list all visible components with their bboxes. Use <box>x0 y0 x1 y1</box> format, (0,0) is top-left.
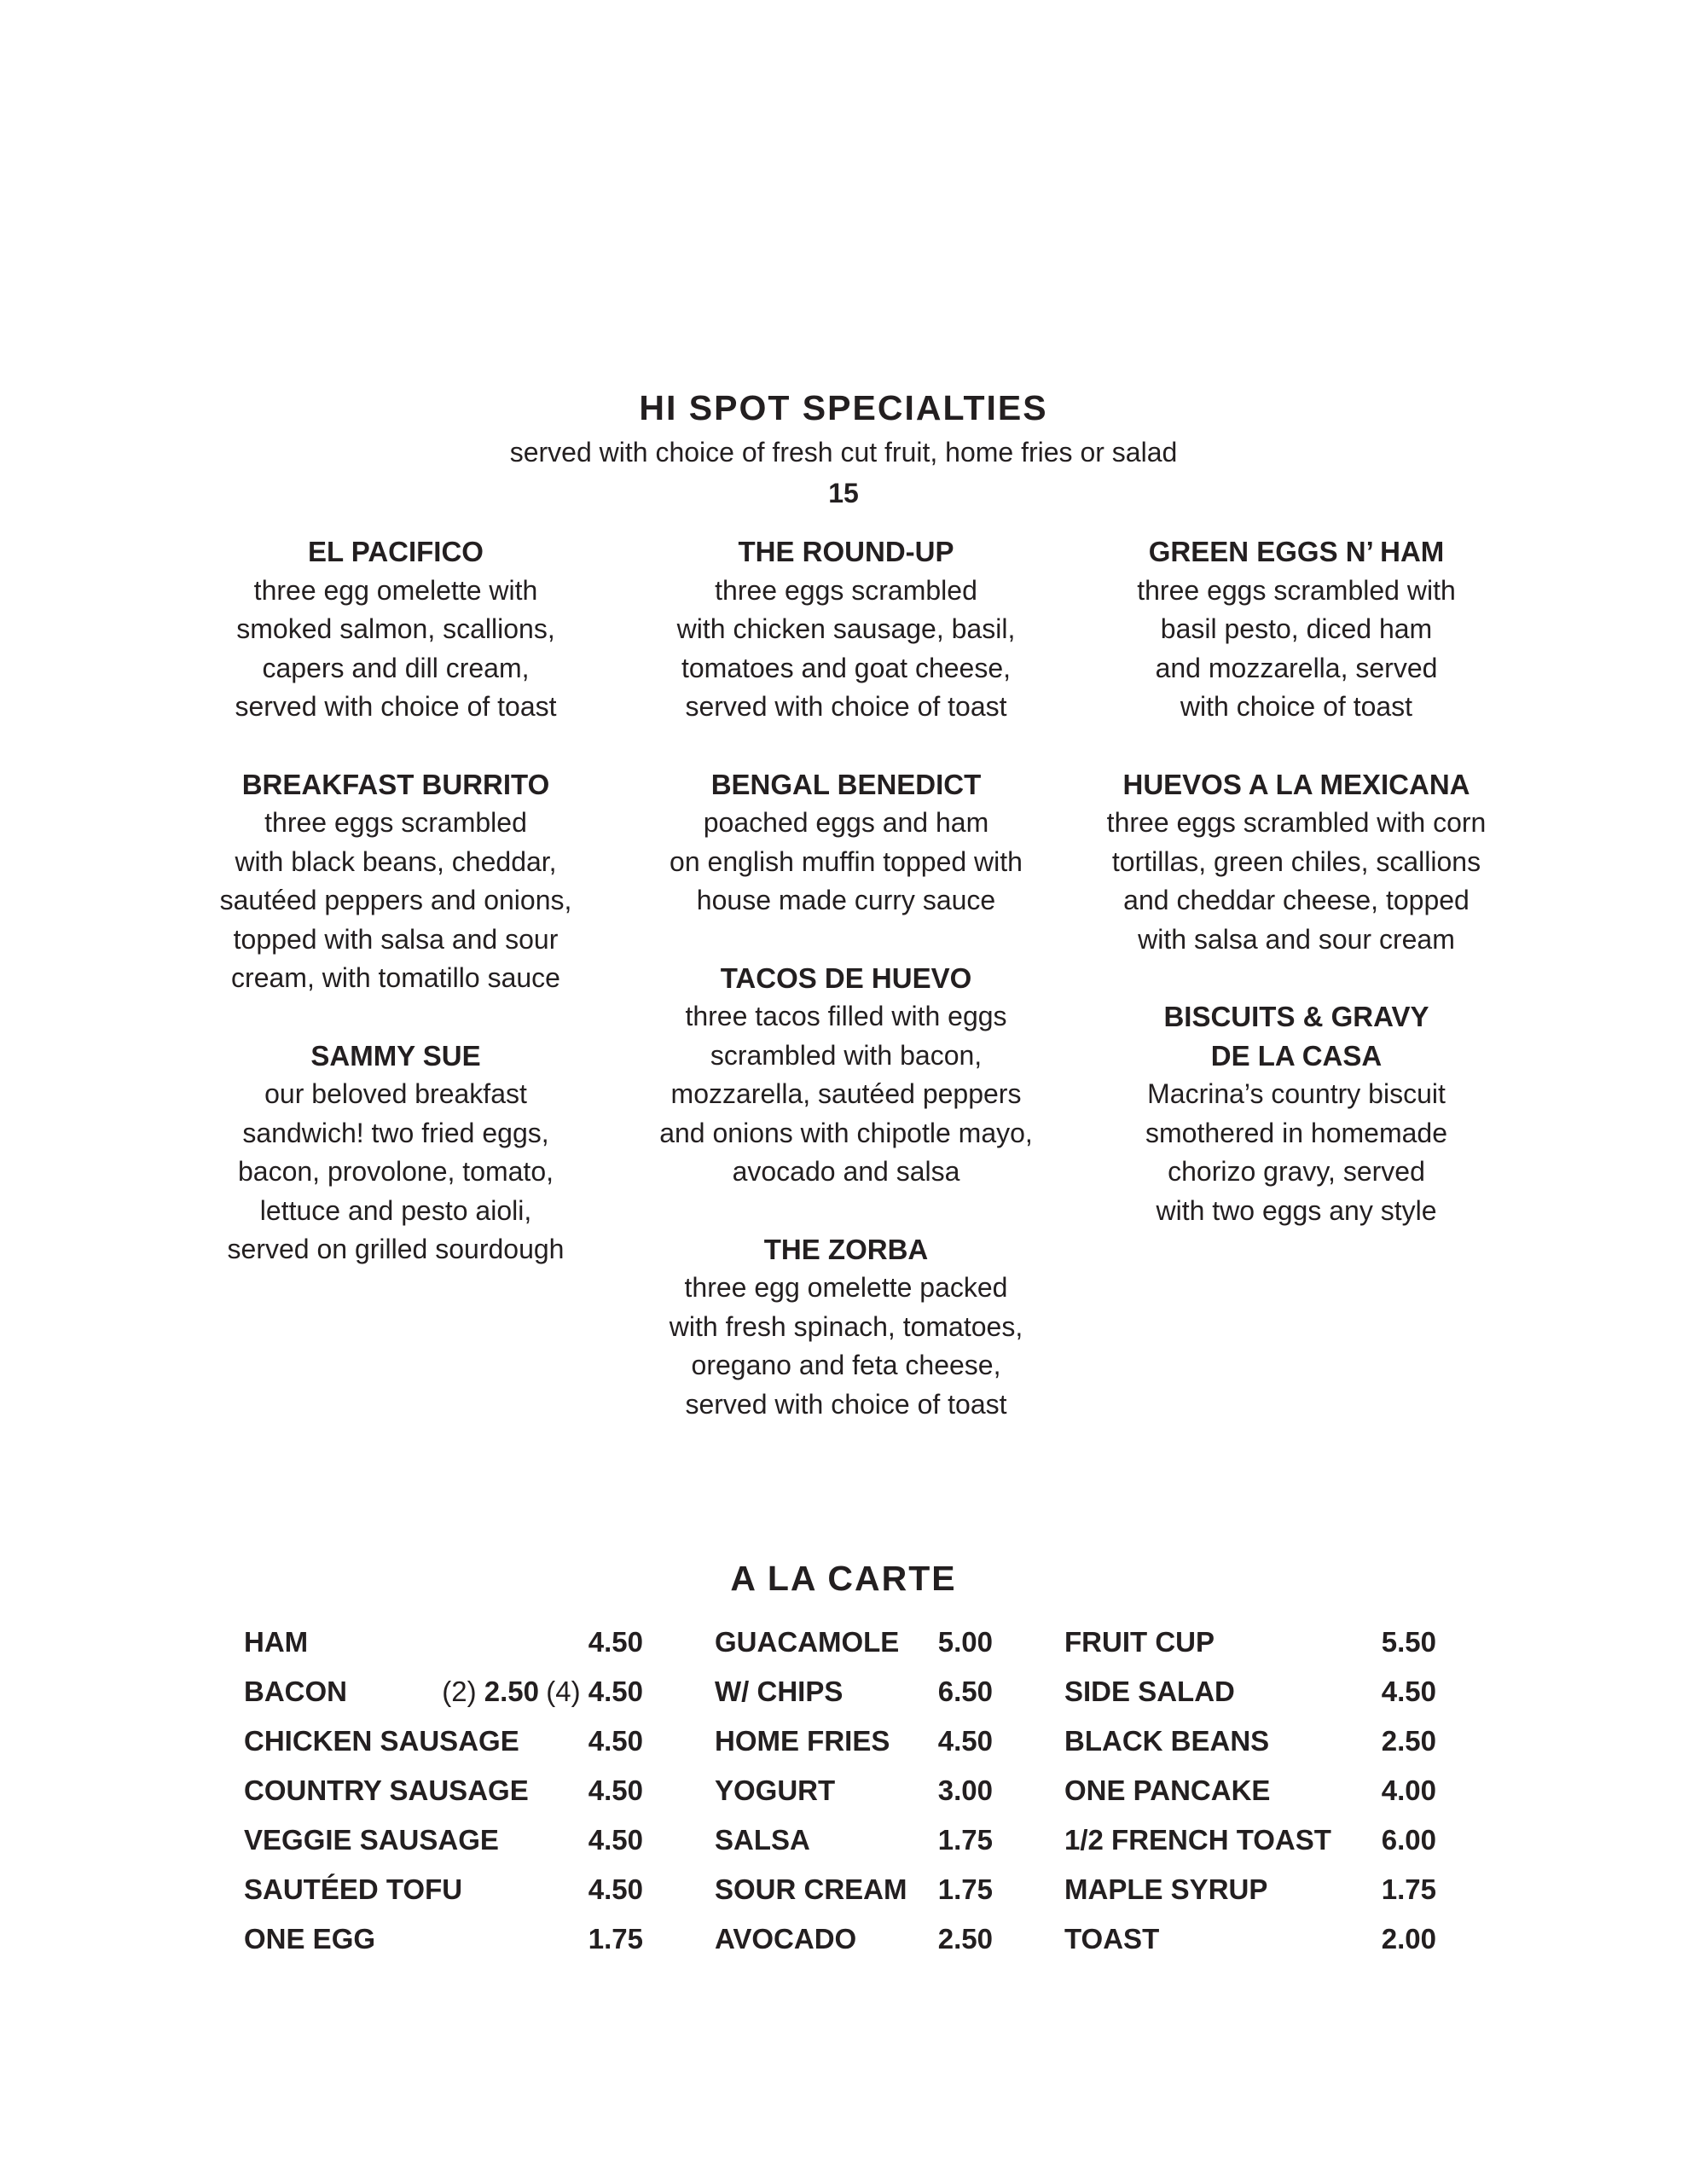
item-name: TOAST <box>1064 1923 1160 1955</box>
item-price: 4.50 <box>1381 1676 1436 1707</box>
list-item <box>715 1914 993 1964</box>
dish-huevos-a-la-mexicana <box>1058 765 1535 960</box>
dish-biscuits-and-gravy <box>1058 997 1535 1230</box>
item-price: 6.50 <box>937 1676 993 1707</box>
item-price: 2.00 <box>1381 1923 1436 1955</box>
item-price: 4.50 <box>588 1725 643 1757</box>
item-name: YOGURT <box>715 1774 836 1806</box>
list-item <box>1064 1914 1436 1964</box>
a-la-carte-column-1 <box>244 1618 643 1964</box>
item-name: COUNTRY SAUSAGE <box>244 1774 529 1806</box>
dish-description: Macrina’s country biscuit smothered in homemade chorizo gravy, served with two eggs any style <box>1145 1078 1447 1226</box>
list-item-bacon <box>244 1667 643 1716</box>
item-price: 4.50 <box>588 1873 643 1905</box>
item-name: SIDE SALAD <box>1064 1676 1235 1707</box>
list-item <box>1064 1865 1436 1914</box>
specialties-subtitle: served with choice of fresh cut fruit, home fries or salad <box>509 437 1178 468</box>
list-item <box>1064 1766 1436 1815</box>
dish-description: three eggs scrambled with corn tortillas, green chiles, scallions and cheddar cheese, topped with salsa and sour cream <box>1106 807 1487 955</box>
list-item <box>244 1815 643 1865</box>
item-price-large <box>546 1667 643 1716</box>
dish-description: three eggs scrambled with chicken sausage, basil, tomatoes and goat cheese, served with choice of toast <box>676 574 1016 722</box>
list-item <box>1064 1716 1436 1766</box>
item-price: 3.00 <box>937 1774 993 1806</box>
item-quantity: (4) <box>546 1676 581 1707</box>
list-item <box>244 1716 643 1766</box>
dish-description: poached eggs and ham on english muffin topped with house made curry sauce <box>670 807 1023 915</box>
dish-green-eggs-n-ham <box>1058 532 1535 727</box>
item-name: ONE PANCAKE <box>1064 1774 1271 1806</box>
item-name: HAM <box>244 1626 309 1658</box>
dish-tacos-de-huevo <box>607 959 1085 1192</box>
item-name: GUACAMOLE <box>715 1626 900 1658</box>
item-price: 4.50 <box>588 1824 643 1856</box>
list-item <box>715 1815 993 1865</box>
dish-description: three eggs scrambled with basil pesto, diced ham and mozzarella, served with choice of toast <box>1137 574 1456 722</box>
dish-name: SAMMY SUE <box>310 1039 481 1072</box>
list-item <box>244 1618 643 1667</box>
list-item <box>715 1716 993 1766</box>
list-item <box>1064 1815 1436 1865</box>
item-price: 1.75 <box>937 1824 993 1856</box>
dish-description: three eggs scrambled with black beans, cheddar, sautéed peppers and onions, topped with salsa and sour cream, with tomatillo sauce <box>219 807 572 993</box>
list-item <box>244 1865 643 1914</box>
list-item <box>715 1618 993 1667</box>
item-name: MAPLE SYRUP <box>1064 1873 1268 1905</box>
dish-sammy-sue <box>157 1037 635 1269</box>
item-price-small <box>442 1667 539 1716</box>
list-item <box>715 1667 993 1716</box>
item-price: 4.50 <box>588 1774 643 1806</box>
item-name: CHICKEN SAUSAGE <box>244 1725 519 1757</box>
dish-name: THE ROUND-UP <box>738 536 954 567</box>
item-name: BACON <box>244 1676 347 1707</box>
item-name: W/ CHIPS <box>715 1676 844 1707</box>
list-item <box>715 1766 993 1815</box>
item-price: 4.50 <box>588 1626 643 1658</box>
item-price: 2.50 <box>937 1923 993 1955</box>
dish-name: BISCUITS & GRAVY DE LA CASA <box>1163 1001 1429 1072</box>
item-quantity: (2) <box>442 1676 477 1707</box>
specialties-title: HI SPOT SPECIALTIES <box>639 388 1048 427</box>
item-price: 5.00 <box>937 1626 993 1658</box>
dish-bengal-benedict <box>607 765 1085 921</box>
item-name: VEGGIE SAUSAGE <box>244 1824 499 1856</box>
item-name: ONE EGG <box>244 1923 376 1955</box>
item-price: 1.75 <box>1381 1873 1436 1905</box>
dish-the-round-up <box>607 532 1085 727</box>
item-price: 1.75 <box>937 1873 993 1905</box>
dish-description: three egg omelette with smoked salmon, scallions, capers and dill cream, served with choice of toast <box>235 574 557 722</box>
dish-name: BREAKFAST BURRITO <box>241 768 550 800</box>
item-name: HOME FRIES <box>715 1725 890 1757</box>
item-name: AVOCADO <box>715 1923 857 1955</box>
item-name: SALSA <box>715 1824 810 1856</box>
dish-the-zorba <box>607 1230 1085 1425</box>
dish-description: three egg omelette packed with fresh spinach, tomatoes, oregano and feta cheese, served with choice of toast <box>669 1272 1023 1420</box>
item-price: 4.50 <box>588 1676 643 1707</box>
specialties-column-2 <box>607 532 1085 1462</box>
a-la-carte-column-3 <box>1064 1618 1436 1964</box>
list-item <box>1064 1618 1436 1667</box>
item-price: 6.00 <box>1381 1824 1436 1856</box>
item-price: 5.50 <box>1381 1626 1436 1658</box>
item-price: 4.00 <box>1381 1774 1436 1806</box>
dish-description: our beloved breakfast sandwich! two fried eggs, bacon, provolone, tomato, lettuce and pesto aioli, served on grilled sourdough <box>227 1078 565 1264</box>
dish-name: TACOS DE HUEVO <box>720 961 972 994</box>
dish-name: BENGAL BENEDICT <box>710 768 982 800</box>
item-price: 2.50 <box>1381 1725 1436 1757</box>
dish-description: three tacos filled with eggs scrambled with bacon, mozzarella, sautéed peppers and onions with chipotle mayo, avocado and salsa <box>659 1001 1033 1187</box>
item-name: BLACK BEANS <box>1064 1725 1270 1757</box>
item-name: SAUTÉED TOFU <box>244 1873 463 1905</box>
a-la-carte-column-2 <box>715 1618 993 1964</box>
item-price: 2.50 <box>484 1676 539 1707</box>
list-item <box>244 1766 643 1815</box>
item-name: FRUIT CUP <box>1064 1626 1215 1658</box>
dish-el-pacifico <box>157 532 635 727</box>
list-item <box>1064 1667 1436 1716</box>
dish-name: THE ZORBA <box>763 1233 929 1265</box>
dish-name: HUEVOS A LA MEXICANA <box>1122 768 1470 800</box>
dish-name: EL PACIFICO <box>308 536 484 567</box>
a-la-carte-title: A LA CARTE <box>730 1559 957 1598</box>
item-price: 4.50 <box>937 1725 993 1757</box>
specialties-column-1 <box>157 532 635 1308</box>
specialties-column-3 <box>1058 532 1535 1269</box>
item-name: 1/2 FRENCH TOAST <box>1064 1824 1331 1856</box>
dish-name: GREEN EGGS N’ HAM <box>1148 536 1445 567</box>
dish-breakfast-burrito <box>157 765 635 998</box>
list-item <box>244 1914 643 1964</box>
item-name: SOUR CREAM <box>715 1873 907 1905</box>
list-item <box>715 1865 993 1914</box>
specialties-price: 15 <box>828 478 859 508</box>
item-price: 1.75 <box>588 1923 643 1955</box>
